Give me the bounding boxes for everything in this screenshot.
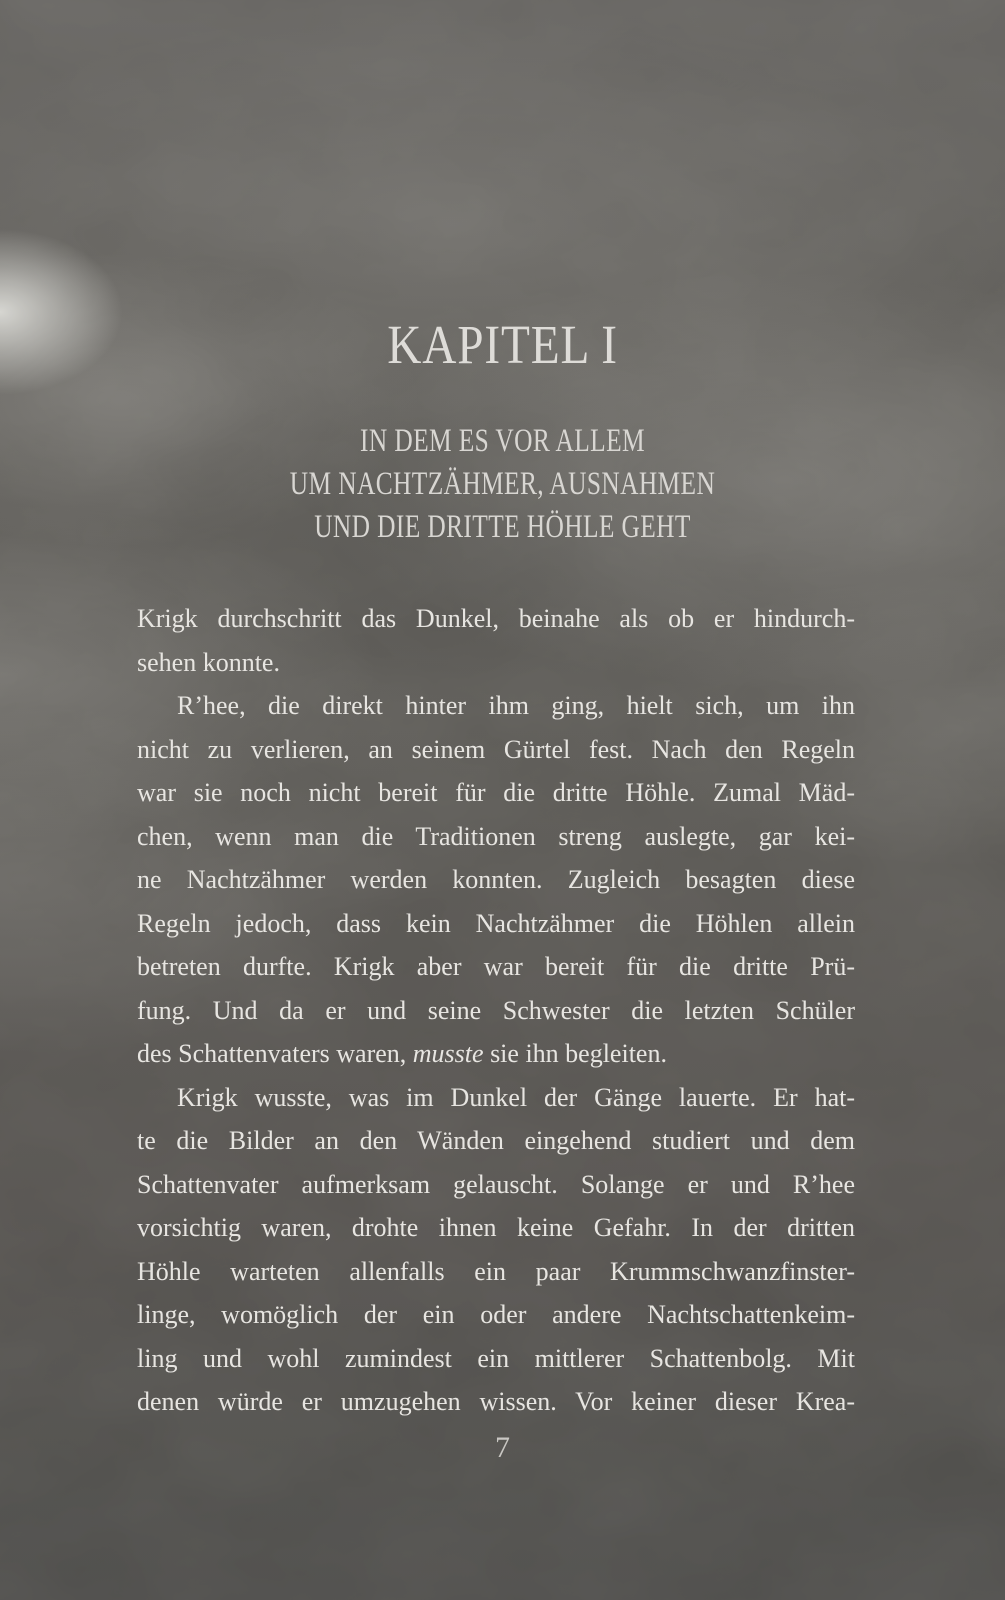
body-line-with-italic	[137, 1032, 855, 1076]
body-text	[137, 597, 855, 1424]
page-number: 7	[495, 1431, 510, 1464]
body-line: Regeln jedoch, dass kein Nachtzähmer die Höhlen allein	[137, 908, 855, 938]
body-line: denen würde er umzugehen wissen. Vor keiner dieser Krea-	[137, 1387, 855, 1416]
chapter-subtitle-line: IN DEM ES VOR ALLEM	[360, 423, 645, 459]
body-line: ling und wohl zumindest ein mittlerer Schattenbolg. Mit	[137, 1343, 855, 1373]
body-line: ne Nachtzähmer werden konnten. Zugleich besagten diese	[137, 865, 855, 894]
body-line-fragment: sie ihn begleiten.	[483, 1039, 667, 1068]
body-line: nicht zu verlieren, an seinem Gürtel fest. Nach den Regeln	[137, 734, 855, 764]
body-line: war sie noch nicht bereit für die dritte Höhle. Zumal Mäd-	[137, 778, 855, 807]
body-line-fragment: des Schattenvaters waren,	[137, 1039, 413, 1068]
chapter-subtitle	[116, 420, 890, 549]
body-line: sehen konnte.	[137, 647, 280, 677]
body-line: te die Bilder an den Wänden eingehend studiert und dem	[137, 1126, 855, 1155]
body-line: chen, wenn man die Traditionen streng auslegte, gar kei-	[137, 821, 855, 851]
chapter-subtitle-line: UND DIE DRITTE HÖHLE GEHT	[314, 509, 691, 545]
body-line: linge, womöglich der ein oder andere Nachtschattenkeim-	[137, 1300, 855, 1329]
body-line: R’hee, die direkt hinter ihm ging, hielt sich, um ihn	[177, 691, 855, 720]
chapter-title: KAPITEL I	[387, 314, 618, 375]
body-line: Krigk durchschritt das Dunkel, beinahe als ob er hindurch-	[137, 604, 855, 633]
chapter-subtitle-line: UM NACHTZÄHMER, AUSNAHMEN	[289, 466, 716, 502]
body-line: Schattenvater aufmerksam gelauscht. Solange er und R’hee	[137, 1169, 855, 1199]
body-line: vorsichtig waren, drohte ihnen keine Gefahr. In der dritten	[137, 1213, 855, 1242]
body-line: fung. Und da er und seine Schwester die letzten Schüler	[137, 995, 855, 1025]
body-line: Höhle warteten allenfalls ein paar Krummschwanzfinster-	[137, 1256, 855, 1286]
body-line-italic-word: musste	[412, 1039, 484, 1068]
body-line: Krigk wusste, was im Dunkel der Gänge lauerte. Er hat-	[177, 1082, 855, 1112]
body-line: betreten durfte. Krigk aber war bereit für die dritte Prü-	[137, 952, 855, 981]
